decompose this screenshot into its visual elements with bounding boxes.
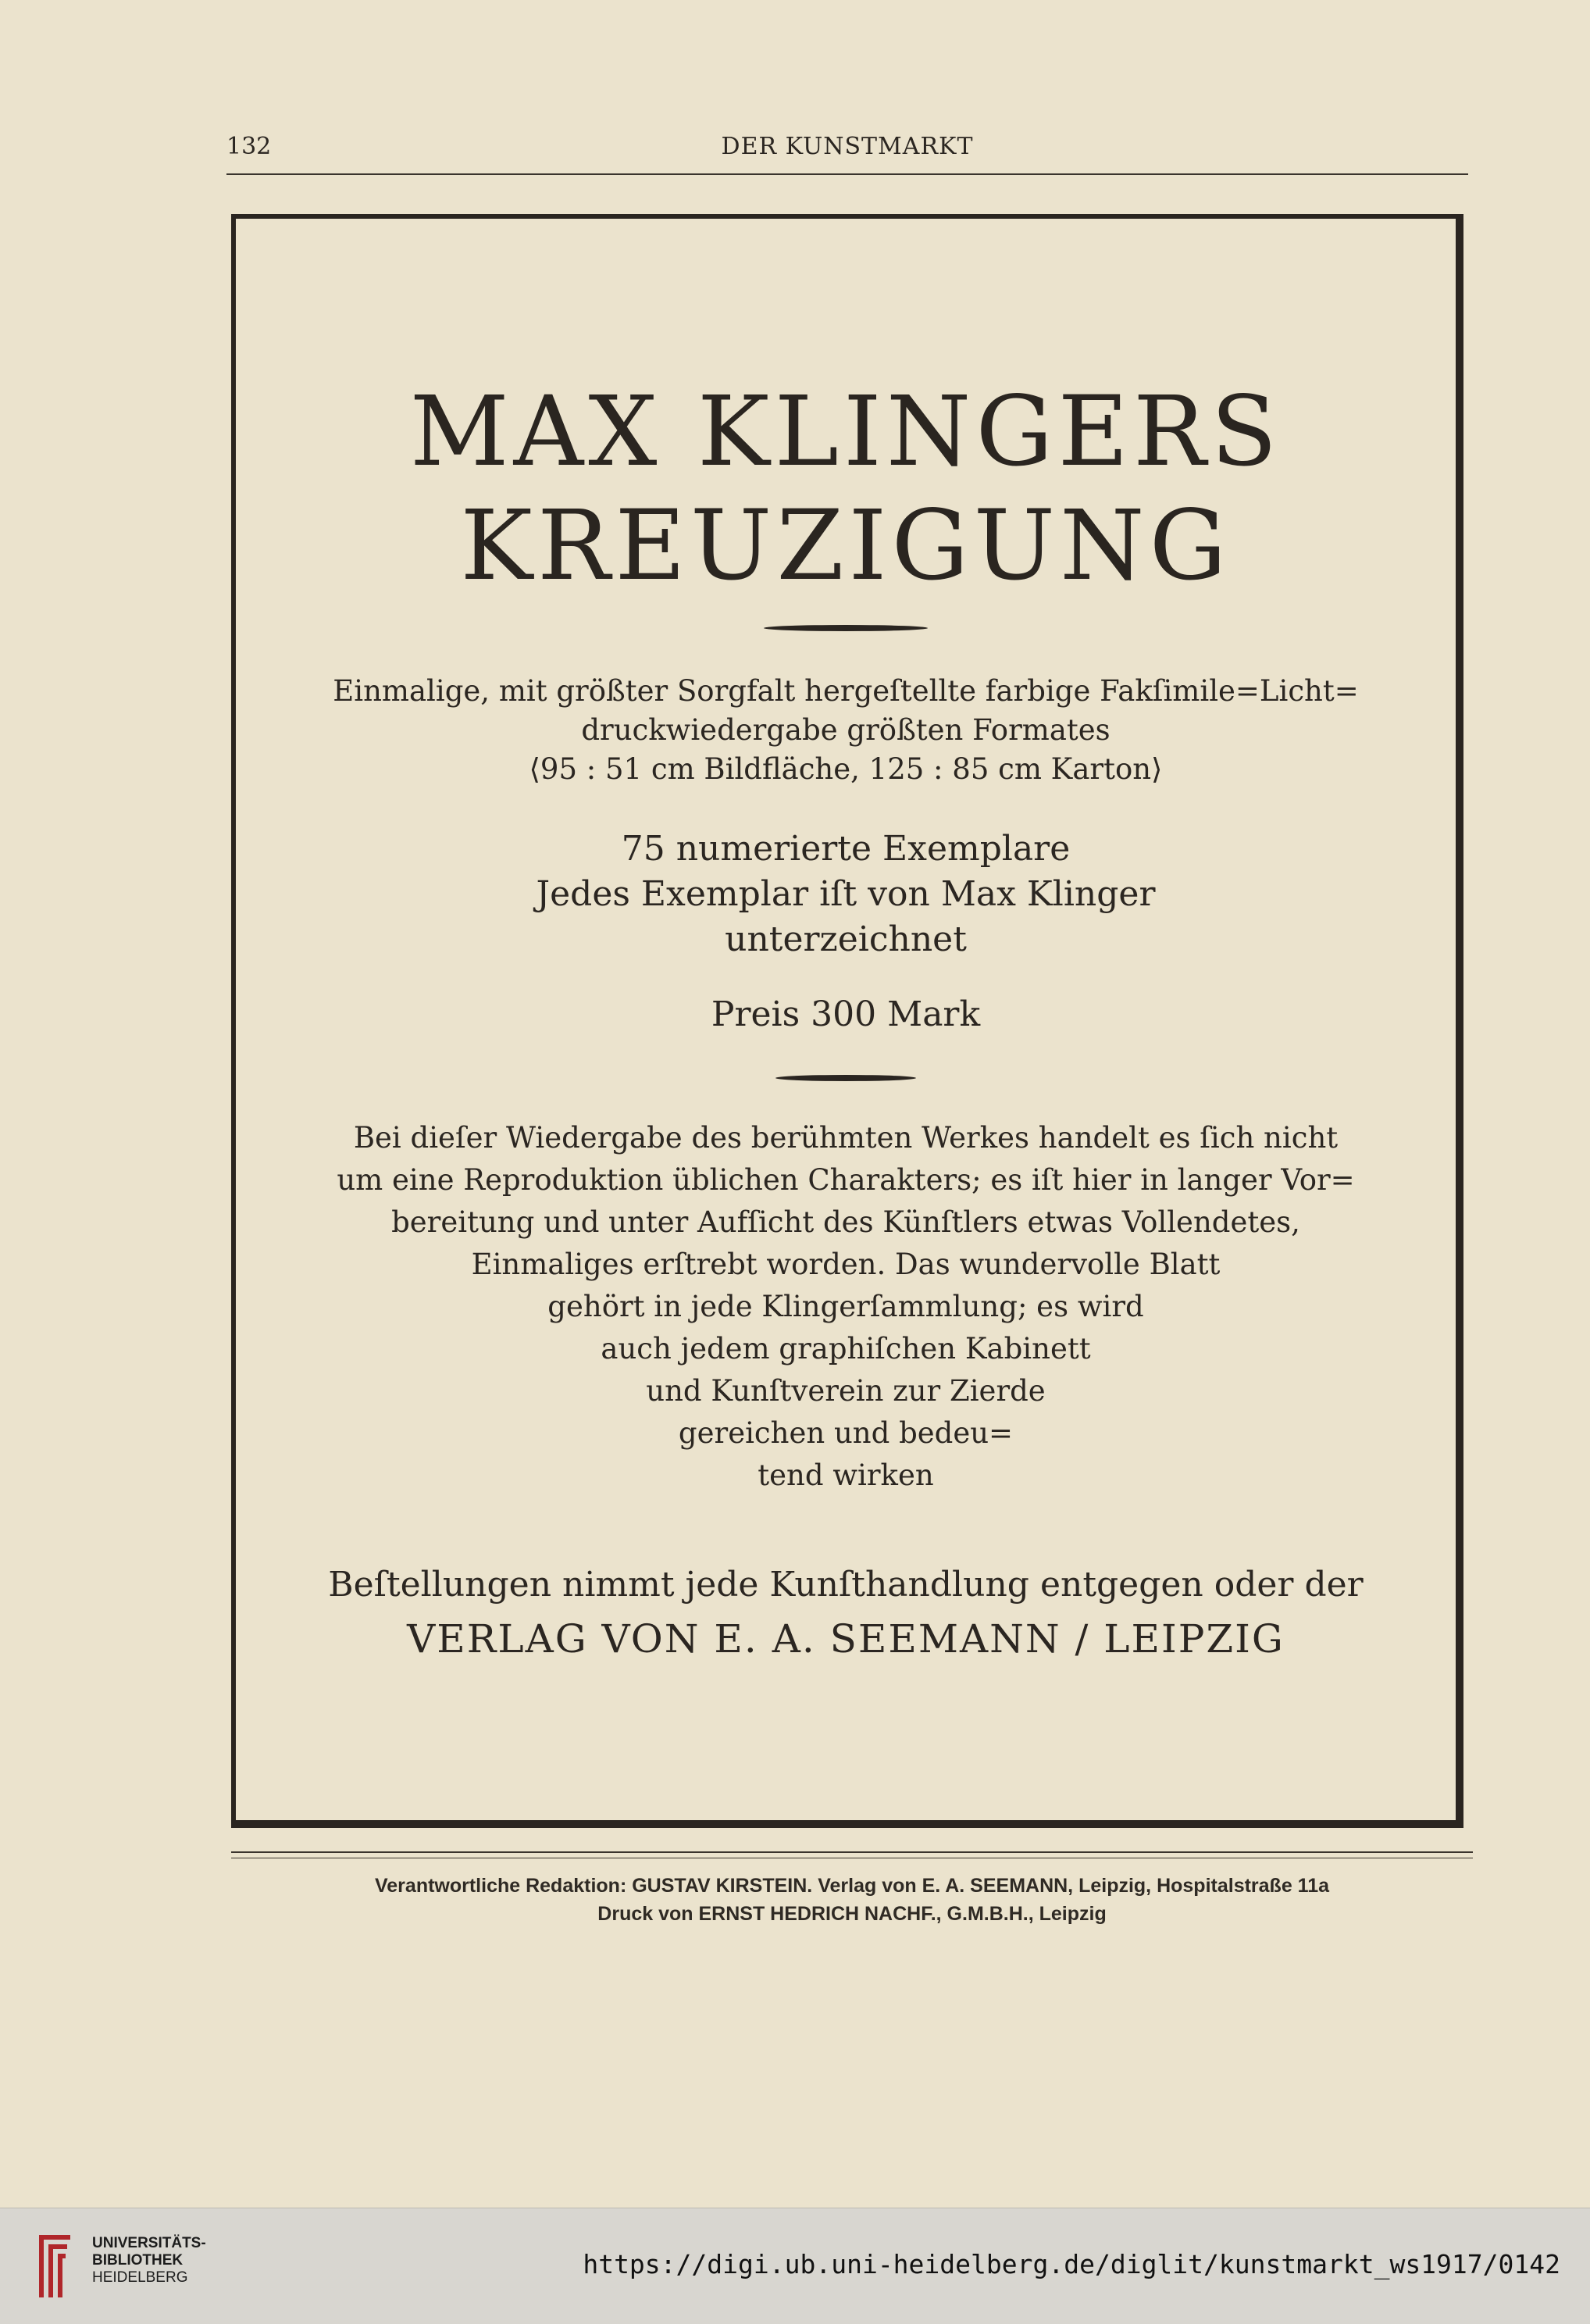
text-line: ⟨95 : 51 cm Bildfläche, 125 : 85 cm Karton⟩ (529, 752, 1163, 786)
text-line: gehört in jede Klingerſammlung; es wird (547, 1290, 1144, 1323)
text-line: um eine Reproduktion üblichen Charakters; es iſt hier in langer Vor= (337, 1163, 1355, 1197)
text-line: druckwiedergabe größten Formates (581, 713, 1111, 747)
text-line: und Kunſtverein zur Zierde (646, 1374, 1046, 1408)
text-line: tend wirken (758, 1458, 934, 1492)
title-line-1: MAX KLINGERS (409, 376, 1282, 488)
imprint-line-1: Verantwortliche Redaktion: GUSTAV KIRSTEIN. Verlag von E. A. SEEMANN, Leipzig, Hospitalstraße 11a (374, 1875, 1330, 1897)
price-line: Preis 300 Mark (711, 994, 981, 1034)
header-rule (226, 173, 1468, 175)
advertisement-frame (231, 214, 1463, 1828)
library-bar (0, 2208, 1590, 2324)
text-line: 75 numerierte Exemplare (621, 829, 1071, 869)
ornament-rule (775, 1075, 916, 1081)
library-name-line: HEIDELBERG (92, 2269, 188, 2286)
text-line: auch jedem graphiſchen Kabinett (601, 1332, 1091, 1365)
description-paragraph (236, 672, 1456, 789)
text-line: gereichen und bedeu= (678, 1416, 1014, 1450)
library-name (92, 2235, 206, 2287)
imprint (231, 1872, 1473, 1928)
order-line: Beſtellungen nimmt jede Kunſthandlung entgegen oder der (328, 1565, 1364, 1605)
publisher-line: VERLAG VON E. A. SEEMANN / LEIPZIG (407, 1616, 1285, 1662)
library-name-line: UNIVERSITÄTS- (92, 2235, 206, 2251)
text-line: unterzeichnet (725, 919, 967, 959)
footer-rule (231, 1851, 1473, 1853)
permalink-url[interactable]: https://digi.ub.uni-heidelberg.de/diglit/kunstmarkt_ws1917/0142 (583, 2249, 1560, 2279)
text-line: bereitung und unter Aufſicht des Künſtlers etwas Vollendetes, (391, 1205, 1300, 1239)
text-line: Einmalige, mit größter Sorgfalt hergeſtellte farbige Fakſimile=Licht= (333, 674, 1359, 708)
running-head (226, 133, 1468, 172)
ornament-rule (764, 625, 928, 631)
library-logo-icon[interactable] (23, 2229, 86, 2304)
body-paragraph (236, 1117, 1456, 1497)
edition-paragraph (236, 826, 1456, 962)
imprint-line-2: Druck von ERNST HEDRICH NACHF., G.M.B.H., Leipzig (597, 1903, 1107, 1925)
title-line-2: KREUZIGUNG (460, 490, 1232, 602)
text-line: Einmaliges erſtrebt worden. Das wundervolle Blatt (471, 1248, 1221, 1281)
text-line: Jedes Exemplar iſt von Max Klinger (536, 874, 1156, 914)
library-name-line: BIBLIOTHEK (92, 2252, 184, 2269)
journal-title: DER KUNSTMARKT (721, 133, 974, 160)
advert-title (236, 375, 1456, 603)
advertisement-content (236, 219, 1456, 1820)
page-number: 132 (226, 133, 272, 160)
text-line: Bei dieſer Wiedergabe des berühmten Werkes handelt es ſich nicht (353, 1121, 1339, 1155)
